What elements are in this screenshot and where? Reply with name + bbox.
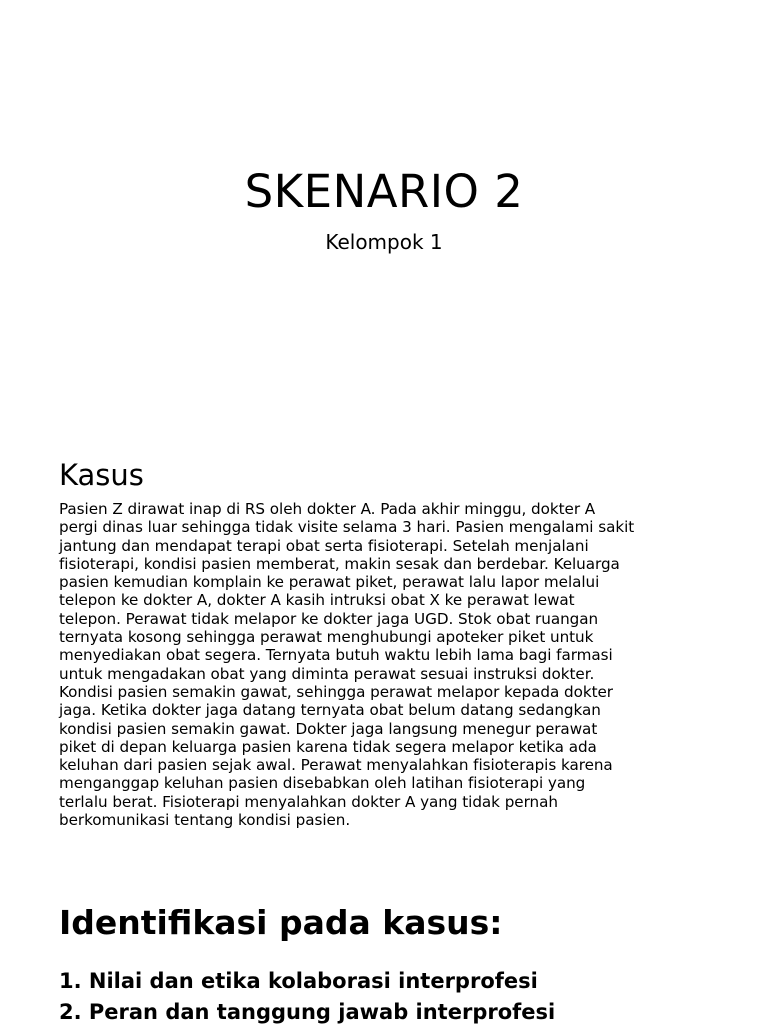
case-description: [59, 500, 713, 829]
case-line: Pasien Z dirawat inap di RS oleh dokter A. Pada akhir minggu, dokter A: [59, 500, 596, 518]
case-line: berkomunikasi tentang kondisi pasien.: [59, 811, 351, 830]
page-subtitle: Kelompok 1: [325, 230, 443, 254]
page-title: SKENARIO 2: [244, 165, 524, 218]
case-line: kondisi pasien semakin gawat. Dokter jaga langsung menegur perawat: [59, 719, 598, 738]
identification-slide: [0, 880, 768, 1024]
identification-heading: Identifikasi pada kasus:: [59, 903, 503, 942]
case-line: menganggap keluhan pasien disebabkan oleh latihan fisioterapi yang: [59, 774, 586, 793]
identification-list: [59, 966, 555, 1028]
case-line: jantung dan mendapat terapi obat serta fisioterapi. Setelah menjalani: [59, 536, 589, 555]
identification-item: 1. Nilai dan etika kolaborasi interprofesi: [59, 969, 538, 993]
case-line: jaga. Ketika dokter jaga datang ternyata obat belum datang sedangkan: [59, 701, 601, 720]
case-slide: [0, 440, 768, 880]
case-line: menyediakan obat segera. Ternyata butuh waktu lebih lama bagi farmasi: [59, 646, 613, 665]
case-line: terlalu berat. Fisioterapi menyalahkan dokter A yang tidak pernah: [59, 792, 558, 811]
case-line: Kondisi pasien semakin gawat, sehingga perawat melapor kepada dokter: [59, 682, 613, 701]
identification-item: 2. Peran dan tanggung jawab interprofesi: [59, 1000, 556, 1024]
case-line: ternyata kosong sehingga perawat menghubungi apoteker piket untuk: [59, 628, 594, 647]
case-line: telepon ke dokter A, dokter A kasih intruksi obat X ke perawat lewat: [59, 591, 575, 610]
case-line: keluhan dari pasien sejak awal. Perawat menyalahkan fisioterapis karena: [59, 756, 613, 775]
case-line: untuk mengadakan obat yang diminta perawat sesuai instruksi dokter.: [59, 664, 595, 683]
case-line: piket di depan keluarga pasien karena tidak segera melapor ketika ada: [59, 737, 597, 756]
case-line: fisioterapi, kondisi pasien memberat, makin sesak dan berdebar. Keluarga: [59, 554, 620, 573]
case-line: telepon. Perawat tidak melapor ke dokter jaga UGD. Stok obat ruangan: [59, 609, 599, 628]
case-heading: Kasus: [59, 458, 144, 492]
case-line: pasien kemudian komplain ke perawat piket, perawat lalu lapor melalui: [59, 573, 600, 592]
case-line: pergi dinas luar sehingga tidak visite selama 3 hari. Pasien mengalami sakit: [59, 518, 635, 537]
title-slide: [0, 0, 768, 440]
